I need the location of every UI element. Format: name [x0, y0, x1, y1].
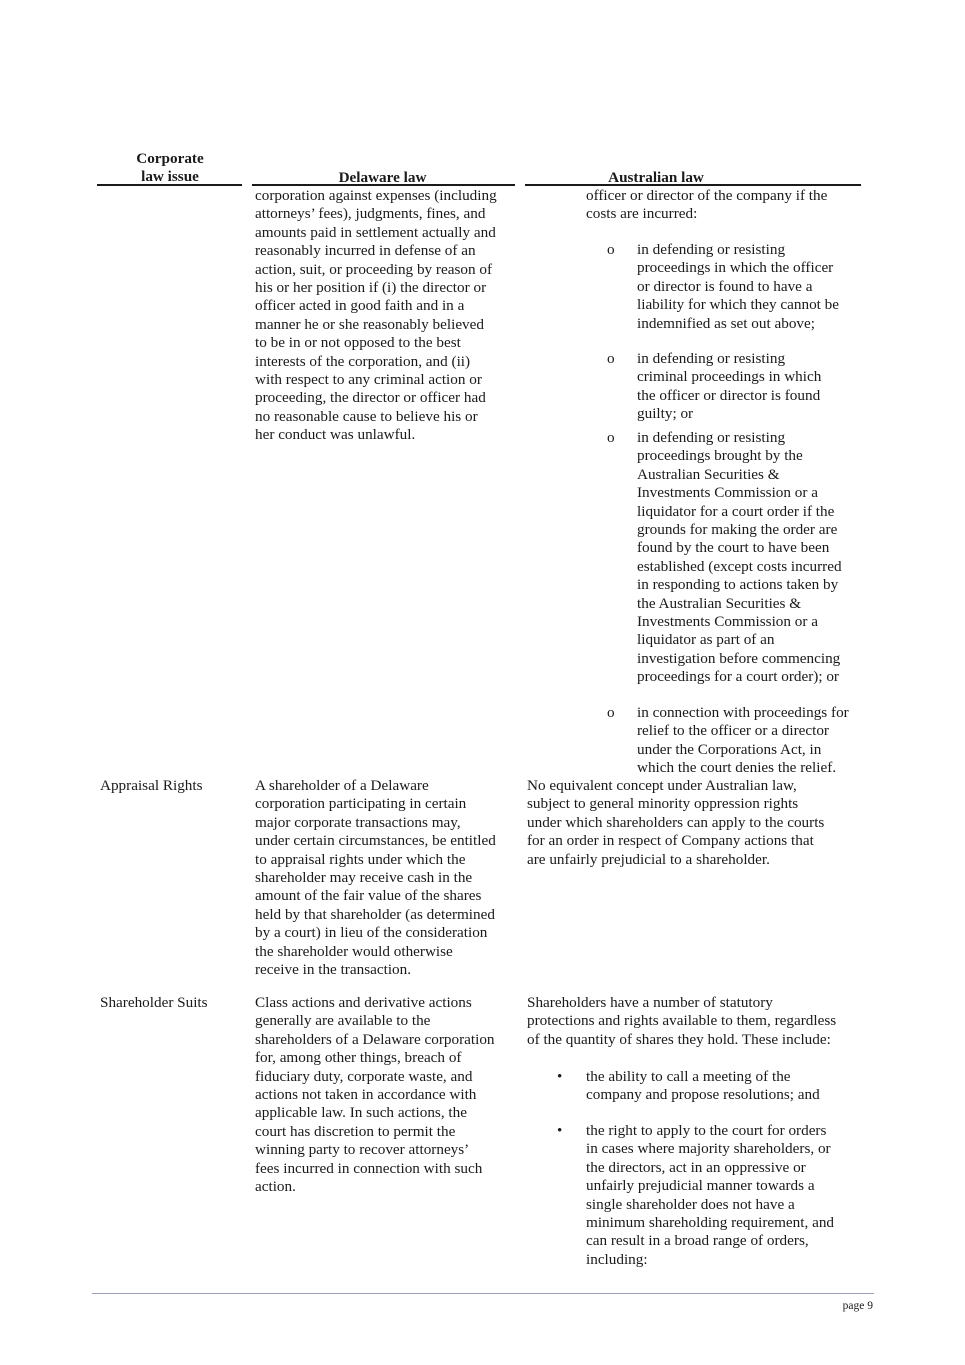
row0-sub-item-3: in defending or resisting proceedings brought by the Australian Securities & Investments Commission or a liquidator for a court order if the grounds for making the order are found by the court to have been established (except costs incurred in responding to actions taken by the Australian Securities & Investments Commission or a liquidator as part of an investigation before commencing proceedings for a court order); or — [637, 429, 842, 686]
row2-issue-shareholder-suits: Shareholder Suits — [100, 994, 208, 1011]
header-corporate-law-issue: Corporate law issue — [136, 150, 204, 186]
header-delaware-law: Delaware law — [338, 169, 427, 186]
footer-divider — [92, 1293, 874, 1294]
header-australian-law: Australian law — [608, 169, 704, 186]
row2-australian-intro: Shareholders have a number of statutory protections and rights available to them, regardless of the quantity of shares they hold. These include: — [527, 994, 837, 1048]
bullet-marker: • — [557, 1122, 563, 1139]
row2-bullet-2: the right to apply to the court for orders in cases where majority shareholders, or the directors, act in an oppressive or unfairly prejudicial manner towards a single shareholder does not have a minimum shareholding requirement, and can result in a broad range of orders, including: — [586, 1122, 835, 1268]
sub-bullet-marker: o — [607, 429, 615, 446]
header-rule-col3 — [525, 184, 861, 186]
row0-sub-item-4: in connection with proceedings for relief to the officer or a director under the Corporations Act, in which the court denies the relief. — [637, 704, 849, 777]
row2-delaware-text: Class actions and derivative actions generally are available to the shareholders of a Delaware corporation for, among other things, breach of fiduciary duty, corporate waste, and actions not taken in accordance with applicable law. In such actions, the court has discretion to permit the winning party to recover attorneys’ fees incurred in connection with such action. — [255, 994, 495, 1196]
row1-delaware-text: A shareholder of a Delaware corporation participating in certain major corporate transactions may, under certain circumstances, be entitled to appraisal rights under which the shareholder may receive cash in the amount of the fair value of the shares held by that shareholder (as determined by a court) in lieu of the consideration the shareholder would otherwise receive in the transaction. — [255, 777, 496, 979]
sub-bullet-marker: o — [607, 241, 615, 258]
header-rule-col1 — [97, 184, 242, 186]
bullet-marker: • — [557, 1068, 563, 1085]
sub-bullet-marker: o — [607, 704, 615, 721]
row2-bullet-1: the ability to call a meeting of the company and propose resolutions; and — [586, 1068, 820, 1104]
row1-australian-text: No equivalent concept under Australian law, subject to general minority oppression rights under which shareholders can apply to the courts for an order in respect of Company actions that are unfairly prejudicial to a shareholder. — [527, 777, 825, 868]
header-rule-col2 — [252, 184, 515, 186]
page-number: page 9 — [842, 1300, 873, 1312]
row0-delaware-text: corporation against expenses (including attorneys’ fees), judgments, fines, and amounts paid in settlement actually and reasonably incurred in defense of an action, suit, or proceeding by reason of his or her position if (i) the director or officer acted in good faith and in a manner he or she reasonably believed to be in or not opposed to the best interests of the corporation, and (ii) with respect to any criminal action or proceeding, the director or officer had no reasonable cause to believe his or her conduct was unlawful. — [255, 187, 497, 444]
row0-sub-item-2: in defending or resisting criminal proceedings in which the officer or director is found guilty; or — [637, 350, 822, 423]
row0-australian-intro: officer or director of the company if the costs are incurred: — [586, 187, 828, 223]
row1-issue-appraisal-rights: Appraisal Rights — [100, 777, 203, 794]
sub-bullet-marker: o — [607, 350, 615, 367]
row0-sub-item-1: in defending or resisting proceedings in which the officer or director is found to have a liability for which they cannot be indemnified as set out above; — [637, 241, 840, 332]
